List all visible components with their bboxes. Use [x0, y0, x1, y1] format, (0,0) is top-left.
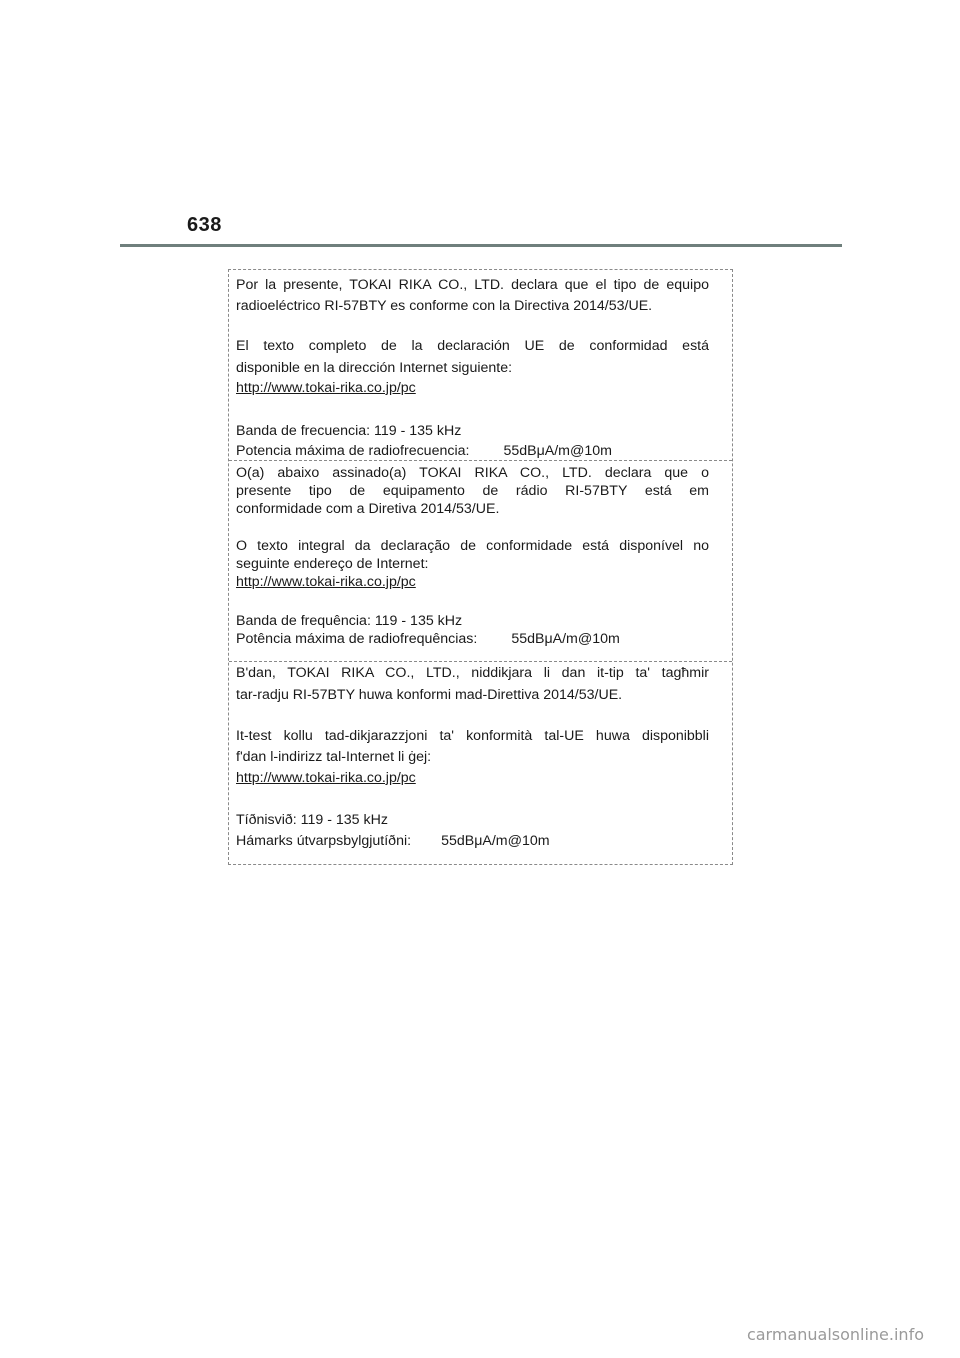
availability-line-1: It-test kollu tad-dikjarazzjoni ta' konformità tal-UE huwa disponibbli: [236, 728, 709, 744]
declaration-line-1: O(a) abaixo assinado(a) TOKAI RIKA CO., LTD. declara que o: [236, 465, 709, 481]
max-power-value: 55dBμA/m@10m: [503, 443, 612, 459]
frequency-band: Banda de frequência: 119 - 135 kHz: [236, 613, 463, 629]
declaration-line-3: conformidade com a Diretiva 2014/53/UE.: [236, 501, 500, 517]
frequency-band: Banda de frecuencia: 119 - 135 kHz: [236, 423, 462, 439]
declaration-box: [228, 269, 733, 865]
max-power-label: Potência máxima de radiofrequências:: [236, 631, 478, 647]
watermark: carmanualsonline.info: [746, 1325, 924, 1344]
declaration-line-2: radioeléctrico RI-57BTY es conforme con la Directiva 2014/53/UE.: [236, 298, 653, 314]
declaration-url-link[interactable]: [236, 574, 709, 591]
url-text[interactable]: http://www.tokai-rika.co.jp/pc: [236, 574, 416, 590]
section-divider: [229, 661, 732, 662]
header-rule: [120, 244, 842, 247]
url-text[interactable]: http://www.tokai-rika.co.jp/pc: [236, 380, 416, 396]
frequency-band: Tíðnisvið: 119 - 135 kHz: [236, 812, 388, 828]
max-power-row: [236, 631, 709, 648]
declaration-line-1: B'dan, TOKAI RIKA CO., LTD., niddikjara li dan it-tip ta' tagħmir: [236, 665, 709, 681]
max-power-row: [236, 441, 709, 462]
declaration-url-link[interactable]: [236, 768, 709, 789]
availability-line-1: El texto completo de la declaración UE de conformidad está: [236, 338, 709, 354]
declaration-line-2: tar-radju RI-57BTY huwa konformi mad-Direttiva 2014/53/UE.: [236, 687, 623, 703]
max-power-label: Potencia máxima de radiofrecuencia:: [236, 443, 470, 459]
max-power-value: 55dBμA/m@10m: [441, 833, 550, 849]
section-divider: [229, 460, 732, 461]
availability-line-2: disponible en la dirección Internet siguiente:: [236, 360, 513, 376]
url-text[interactable]: http://www.tokai-rika.co.jp/pc: [236, 770, 416, 786]
availability-line-2: seguinte endereço de Internet:: [236, 556, 429, 572]
declaration-line-2: presente tipo de equipamento de rádio RI-57BTY está em: [236, 483, 709, 499]
declaration-line-1: Por la presente, TOKAI RIKA CO., LTD. declara que el tipo de equipo: [236, 277, 709, 293]
availability-line-2: f'dan l-indirizz tal-Internet li ġej:: [236, 749, 432, 765]
page-number: 638: [187, 214, 222, 236]
availability-line-1: O texto integral da declaração de conformidade está disponível no: [236, 538, 709, 554]
max-power-value: 55dBμA/m@10m: [511, 631, 620, 647]
declaration-url-link[interactable]: [236, 378, 709, 399]
max-power-row: [236, 831, 709, 852]
max-power-label: Hámarks útvarpsbylgjutíðni:: [236, 833, 412, 849]
